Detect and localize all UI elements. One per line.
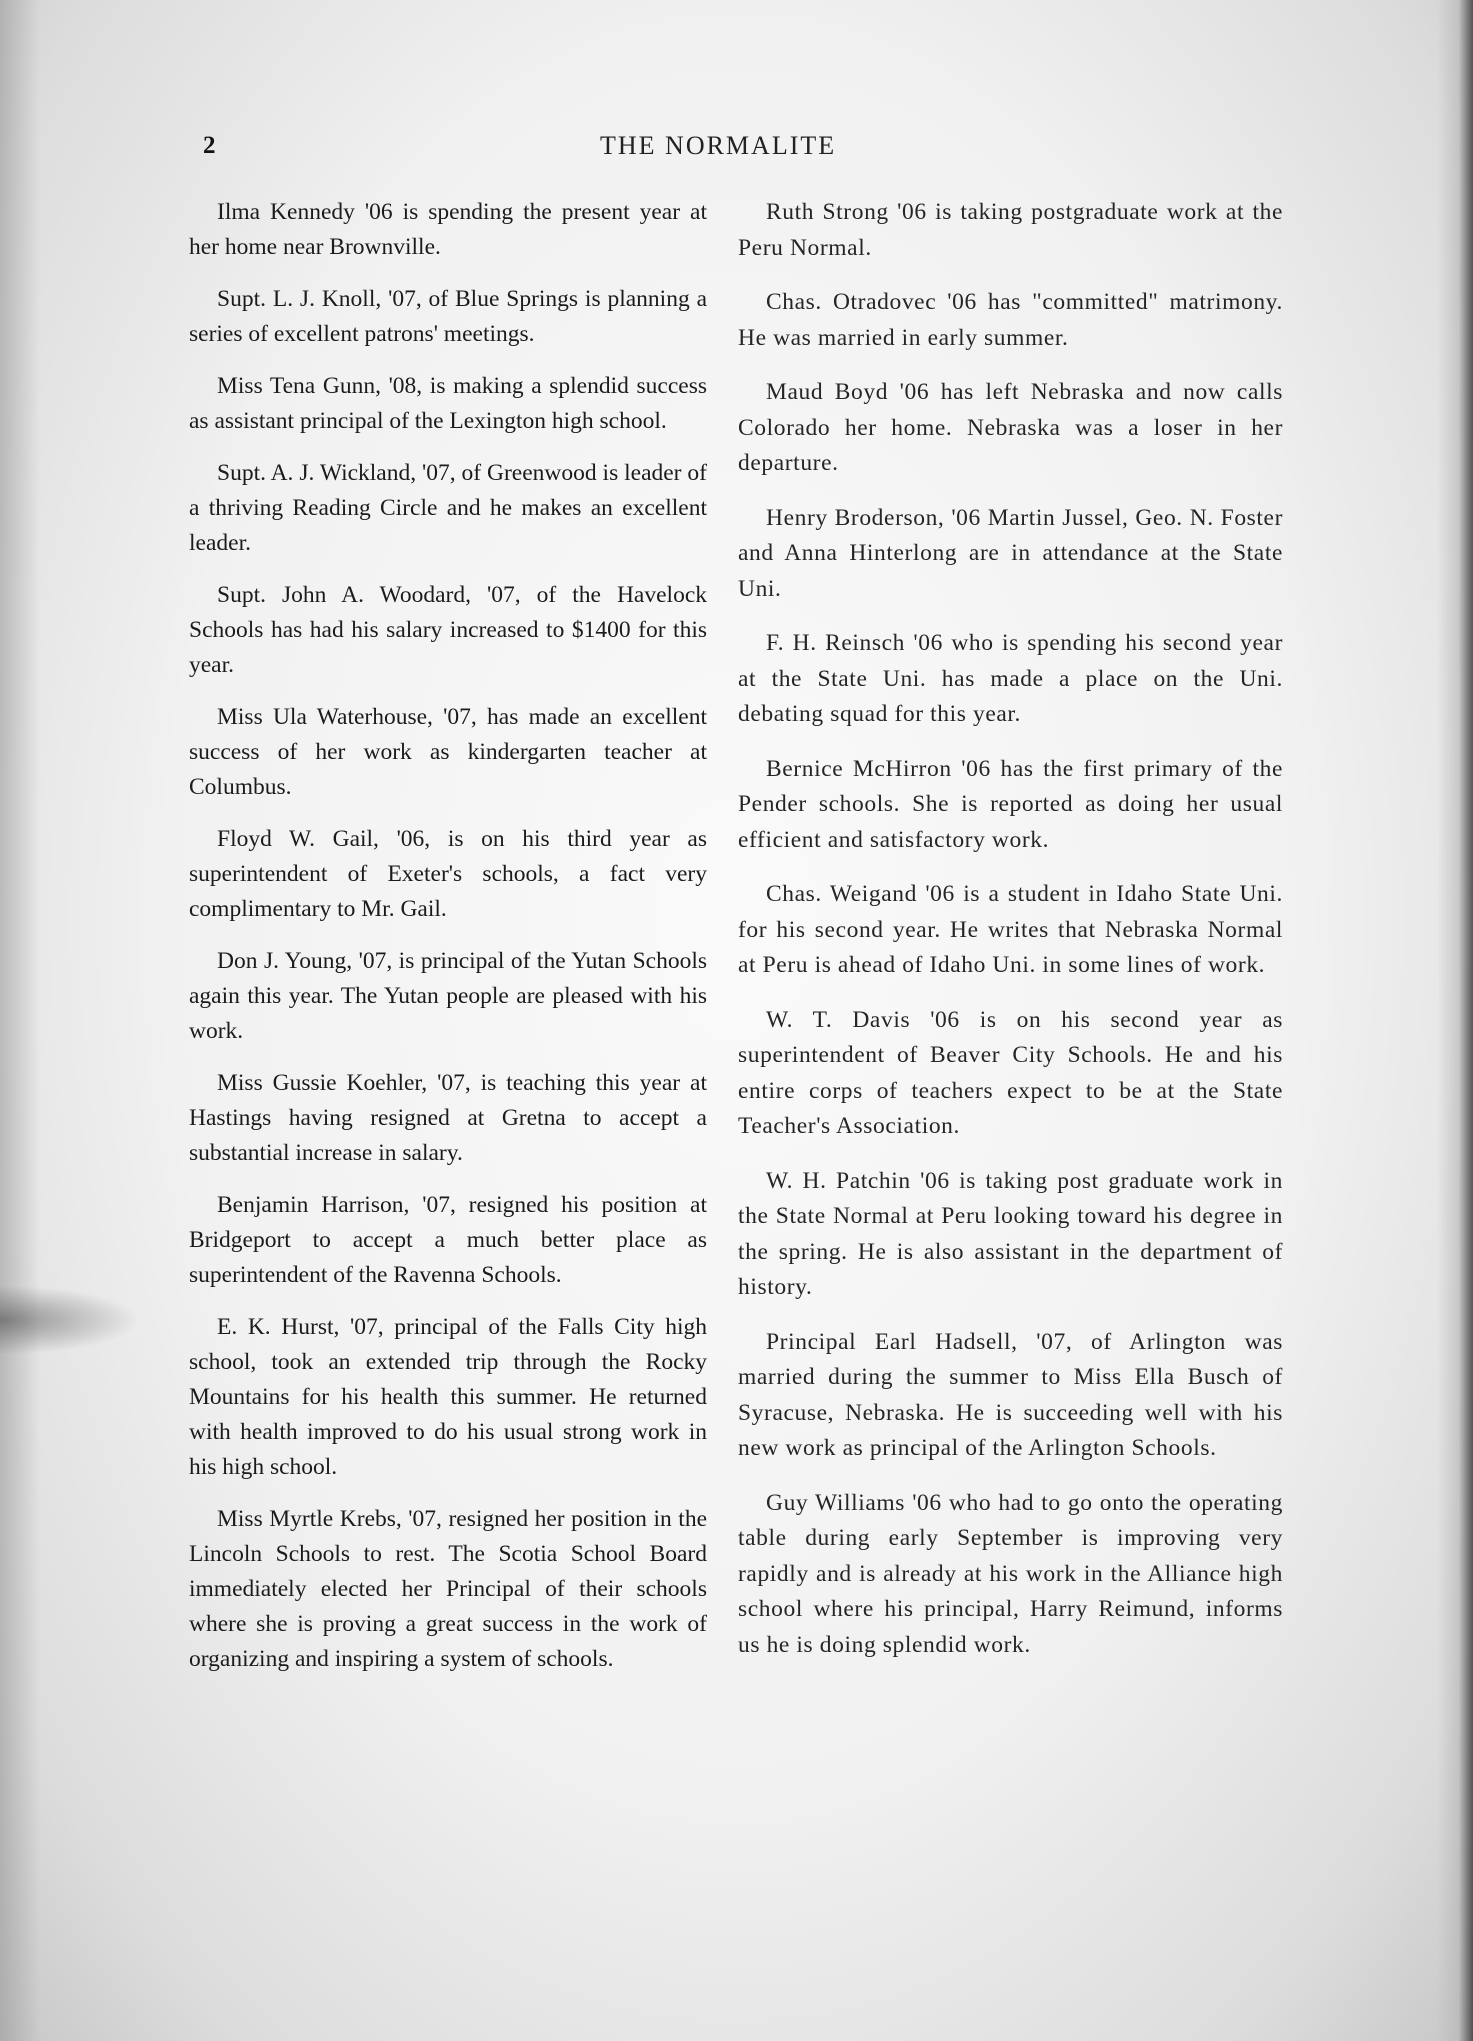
news-item: Principal Earl Hadsell, '07, of Arlington was married during the summer to Miss Ella Busch of Syracuse, Nebraska. He is succeeding well with his new work as principal of the Arlington Schools. — [738, 1328, 1283, 1461]
news-item: Chas. Otradovec '06 has "committed" matrimony. He was married in early summer. — [738, 289, 1283, 351]
left-column — [189, 195, 707, 1694]
news-item: Henry Broderson, '06 Martin Jussel, Geo. N. Foster and Anna Hinterlong are in attendance at the State Uni. — [738, 504, 1283, 602]
news-item: Miss Tena Gunn, '08, is making a splendid success as assistant principal of the Lexington high school. — [189, 373, 707, 434]
page-right-edge — [1437, 0, 1473, 2041]
news-item: Benjamin Harrison, '07, resigned his position at Bridgeport to accept a much better place as superintendent of the Ravenna Schools. — [189, 1192, 707, 1288]
news-item: F. H. Reinsch '06 who is spending his second year at the State Uni. has made a place on the Uni. debating squad for this year. — [738, 630, 1283, 727]
page-left-shadow — [0, 0, 40, 2041]
running-head: THE NORMALITE — [600, 131, 837, 160]
news-item: Guy Williams '06 who had to go onto the operating table during early September is improving very rapidly and is already at his work in the Alliance high school where his principal, Harry Reimund, informs us he is doing splendid work. — [738, 1489, 1283, 1658]
news-item: Supt. John A. Woodard, '07, of the Havelock Schools has had his salary increased to $1400 for this year. — [189, 582, 707, 678]
news-item: W. H. Patchin '06 is taking post graduate work in the State Normal at Peru looking toward his degree in the spring. He is also assistant in the department of history. — [738, 1167, 1283, 1300]
news-item: Ruth Strong '06 is taking postgraduate work at the Peru Normal. — [738, 199, 1283, 261]
news-item: Bernice McHirron '06 has the first primary of the Pender schools. She is reported as doing her usual efficient and satisfactory work. — [738, 755, 1283, 853]
news-item: Supt. A. J. Wickland, '07, of Greenwood is leader of a thriving Reading Circle and he makes an excellent leader. — [189, 460, 707, 556]
news-item: W. T. Davis '06 is on his second year as superintendent of Beaver City Schools. He and his entire corps of teachers expect to be at the State Teacher's Association. — [738, 1006, 1283, 1139]
right-column — [738, 195, 1283, 1682]
news-item: E. K. Hurst, '07, principal of the Falls City high school, took an extended trip through the Rocky Mountains for his health this summer. He returned with health improved to do his usual strong work in his high school. — [189, 1314, 707, 1480]
news-item: Supt. L. J. Knoll, '07, of Blue Springs is planning a series of excellent patrons' meetings. — [189, 286, 707, 347]
news-item: Miss Ula Waterhouse, '07, has made an excellent success of her work as kindergarten teacher at Columbus. — [189, 704, 707, 800]
page-number: 2 — [203, 132, 216, 159]
news-item: Ilma Kennedy '06 is spending the present year at her home near Brownville. — [189, 199, 707, 260]
news-item: Don J. Young, '07, is principal of the Yutan Schools again this year. The Yutan people are pleased with his work. — [189, 948, 707, 1044]
news-item: Miss Myrtle Krebs, '07, resigned her position in the Lincoln Schools to rest. The Scotia School Board immediately elected her Principal of their schools where she is proving a great success in the work of organizing and inspiring a system of schools. — [189, 1506, 707, 1672]
news-item: Miss Gussie Koehler, '07, is teaching this year at Hastings having resigned at Gretna to accept a substantial increase in salary. — [189, 1070, 707, 1166]
news-item: Floyd W. Gail, '06, is on his third year as superintendent of Exeter's schools, a fact very complimentary to Mr. Gail. — [189, 826, 707, 922]
news-item: Chas. Weigand '06 is a student in Idaho State Uni. for his second year. He writes that Nebraska Normal at Peru is ahead of Idaho Uni. in some lines of work. — [738, 881, 1283, 978]
page-tear-mark — [0, 1285, 140, 1355]
news-item: Maud Boyd '06 has left Nebraska and now calls Colorado her home. Nebraska was a loser in her departure. — [738, 379, 1283, 476]
